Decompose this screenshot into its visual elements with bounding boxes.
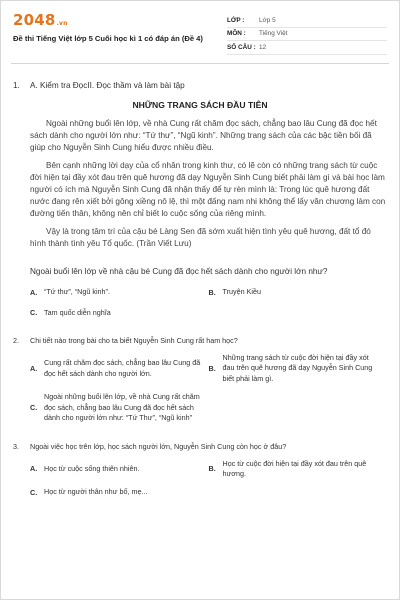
question-number: 3. <box>13 441 19 451</box>
meta-key: SỐ CÂU : <box>227 43 256 51</box>
brand <box>13 11 203 63</box>
question-number: 2. <box>13 335 19 345</box>
page-header <box>1 1 399 63</box>
option-text: Học từ cuộc sống thiên nhiên. <box>44 463 140 473</box>
story-paragraph: Ngoài những buổi lên lớp, về nhà Cung rất chăm đọc sách, chẳng bao lâu Cung đã đọc hết sách dành cho người lớn như: “Tứ thư”, “Ngũ kinh”. Những trang sách của các bậc tiền bối đã giúp cho Nguyễn Sinh Cung hiểu được nhiều điều. <box>30 118 377 152</box>
option-a[interactable] <box>30 353 209 384</box>
site-logo[interactable] <box>13 11 203 29</box>
meta-value: Tiếng Việt <box>259 30 288 38</box>
meta-row-class <box>227 14 387 28</box>
meta-value: 12 <box>259 43 267 51</box>
section-intro: A. Kiểm tra ĐọcII. Đọc thầm và làm bài tập <box>30 81 185 90</box>
option-letter: A. <box>30 464 38 474</box>
logo-suffix: .vn <box>56 20 68 27</box>
option-letter: A. <box>30 288 38 298</box>
option-c[interactable] <box>30 487 209 497</box>
option-a[interactable] <box>30 459 209 480</box>
option-text: Học từ người thân như bố, mẹ... <box>44 487 148 497</box>
meta-row-subject <box>227 28 387 42</box>
option-letter: C. <box>30 488 38 498</box>
option-letter: C. <box>30 403 38 413</box>
option-text: Ngoài những buổi lên lớp, về nhà Cung rất chăm đọc sách, chẳng bao lâu Cung đã đọc hết sách dành cho người lớn như: “Tứ Thư”, “Ngũ kinh” <box>44 392 200 423</box>
option-b[interactable] <box>209 353 388 384</box>
story-paragraph: Vậy là trong tâm trí của cậu bé Làng Sen đã sớm xuất hiện tình yêu quê hương, đất tổ đó hình thành tình yêu Tổ quốc. (Trần Viết Lưu) <box>30 226 371 248</box>
option-text: Tam quốc diễn nghĩa <box>44 307 111 317</box>
meta-key: LỚP : <box>227 16 245 24</box>
option-b[interactable] <box>209 459 388 480</box>
exam-title: Đề thi Tiếng Việt lớp 5 Cuối học kì 1 có đáp án (Đề 4) <box>13 34 203 43</box>
option-c[interactable] <box>30 308 387 318</box>
question-text: Chi tiết nào trong bài cho ta biết Nguyễn Sinh Cung rất ham học? <box>30 335 238 345</box>
question-1-options <box>1 287 399 317</box>
option-text: Cung rất chăm đọc sách, chẳng bao lâu Cung đã đọc hết sách dành cho người lớn. <box>44 358 201 378</box>
story-paragraph: Bên cạnh những lời dạy của cổ nhân trong kinh thư, có lẽ còn có những trang sách từ cuộc đời hiện tại đầy xót đau trên quê hương đã dạy Nguyễn Sinh Cung biết phải làm gì và bài học làm người có ích mà Nguyễn Sinh Cung đã nhận thấy để tự rèn mình là: Trong lúc quê hương đất nước đang rên xiết bởi gông xiềng nô lệ, thì một đấng nam nhi không thể lấy văn chương làm con đường tiến thân, không nên chỉ biết lo cuộc sống của riêng mình. <box>30 160 386 218</box>
question-3-options <box>13 451 387 498</box>
option-letter: B. <box>208 464 216 474</box>
option-letter: A. <box>30 364 38 374</box>
logo-text: 2048 <box>13 11 56 29</box>
option-c[interactable] <box>30 392 209 423</box>
option-text: Học từ cuộc đời hiện tại đầy xót đau trên quê hương. <box>222 458 367 478</box>
question-3 <box>1 442 399 498</box>
option-text: Truyện Kiều <box>222 287 261 297</box>
option-b[interactable] <box>209 287 388 297</box>
option-letter: B. <box>208 288 216 298</box>
option-text: Những trang sách từ cuộc đời hiện tại đầy xót đau trên quê hương đã dạy Nguyễn Sinh Cung biết phải làm gì. <box>222 352 373 383</box>
option-letter: B. <box>208 364 216 374</box>
question-2-options <box>13 345 387 424</box>
meta-key: MÔN : <box>227 30 246 38</box>
option-text: “Tứ thư”, “Ngũ kinh”. <box>44 287 110 297</box>
question-2 <box>1 336 399 424</box>
exam-meta-table <box>227 14 387 63</box>
meta-row-count <box>227 41 387 55</box>
meta-value: Lớp 5 <box>259 16 276 24</box>
question-number: 1. <box>13 81 20 90</box>
option-letter: C. <box>30 308 38 318</box>
question-text: Ngoài việc học trên lớp, học sách người lớn, Nguyễn Sinh Cung còn học ở đâu? <box>30 441 287 451</box>
question-1 <box>1 64 399 277</box>
story-title: NHỮNG TRANG SÁCH ĐẦU TIÊN <box>132 100 268 111</box>
option-a[interactable] <box>30 287 209 297</box>
question-text: Ngoài buổi lên lớp về nhà cậu bé Cung đã đọc hết sách dành cho người lớn như? <box>30 266 328 276</box>
